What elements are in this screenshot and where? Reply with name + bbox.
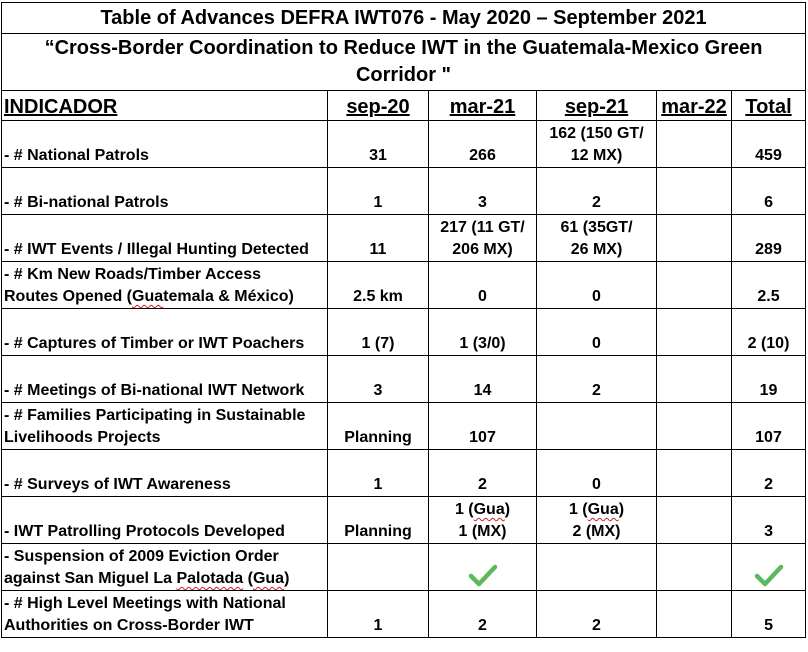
mar-22-cell (657, 403, 732, 450)
sep-20-cell: 1 (328, 168, 429, 215)
mar-22-cell (657, 262, 732, 309)
checkmark-icon (468, 564, 498, 588)
mar-21-cell: 1 (3/0) (429, 309, 537, 356)
header-mar-21: mar-21 (429, 91, 537, 121)
sep-20-cell: 1 (7) (328, 309, 429, 356)
table-row (2, 544, 806, 591)
sep-21-cell: 2 (537, 356, 657, 403)
mar-22-cell (657, 591, 732, 638)
sep-21-cell: 1 (Gua) 2 (MX) (537, 497, 657, 544)
mar-22-cell (657, 215, 732, 262)
sep-20-cell: 1 (328, 450, 429, 497)
sep-21-cell: 162 (150 GT/ 12 MX) (537, 121, 657, 168)
sep-21-cell (537, 544, 657, 591)
header-mar-22: mar-22 (657, 91, 732, 121)
mar-22-cell (657, 544, 732, 591)
sep-21-cell: 61 (35GT/ 26 MX) (537, 215, 657, 262)
mar-21-cell: 0 (429, 262, 537, 309)
table-row (2, 356, 806, 403)
indicator-cell: - # Meetings of Bi-national IWT Network (2, 356, 328, 403)
sep-21-cell: 0 (537, 262, 657, 309)
advances-table (1, 2, 806, 638)
mar-21-cell: 2 (429, 450, 537, 497)
table-row (2, 403, 806, 450)
total-cell: 459 (732, 121, 806, 168)
sep-20-cell: 1 (328, 591, 429, 638)
table-row (2, 450, 806, 497)
sep-20-cell: 11 (328, 215, 429, 262)
table-row (2, 215, 806, 262)
total-cell: 2.5 (732, 262, 806, 309)
mar-22-cell (657, 309, 732, 356)
table-row (2, 591, 806, 638)
table-row (2, 497, 806, 544)
indicator-cell: - # High Level Meetings with National Authorities on Cross-Border IWT (2, 591, 328, 638)
total-cell: 289 (732, 215, 806, 262)
sep-21-cell: 2 (537, 591, 657, 638)
sep-20-cell: 2.5 km (328, 262, 429, 309)
indicator-cell: - # Bi-national Patrols (2, 168, 328, 215)
header-row (2, 91, 806, 121)
sep-20-cell: 3 (328, 356, 429, 403)
indicator-cell: - # Captures of Timber or IWT Poachers (2, 309, 328, 356)
indicator-cell: - IWT Patrolling Protocols Developed (2, 497, 328, 544)
indicator-cell: - # Surveys of IWT Awareness (2, 450, 328, 497)
total-cell: 2 (10) (732, 309, 806, 356)
checkmark-icon (754, 564, 784, 588)
mar-21-cell: 266 (429, 121, 537, 168)
indicator-cell: - # Families Participating in Sustainable Livelihoods Projects (2, 403, 328, 450)
header-sep-21: sep-21 (537, 91, 657, 121)
table-subtitle: “Cross-Border Coordination to Reduce IWT in the Guatemala-Mexico Green Corridor " (2, 34, 806, 91)
total-cell: 2 (732, 450, 806, 497)
sep-20-cell: Planning (328, 497, 429, 544)
mar-22-cell (657, 497, 732, 544)
header-sep-20: sep-20 (328, 91, 429, 121)
mar-21-cell: 14 (429, 356, 537, 403)
sep-21-cell (537, 403, 657, 450)
mar-22-cell (657, 356, 732, 403)
table-row (2, 309, 806, 356)
advances-table-container (1, 2, 805, 638)
mar-21-cell: 217 (11 GT/ 206 MX) (429, 215, 537, 262)
table-row (2, 121, 806, 168)
table-row (2, 168, 806, 215)
mar-21-cell: 107 (429, 403, 537, 450)
mar-22-cell (657, 168, 732, 215)
mar-21-cell (429, 544, 537, 591)
indicator-cell: - # IWT Events / Illegal Hunting Detected (2, 215, 328, 262)
table-row (2, 262, 806, 309)
header-total: Total (732, 91, 806, 121)
sep-21-cell: 0 (537, 309, 657, 356)
total-cell: 107 (732, 403, 806, 450)
mar-21-cell: 2 (429, 591, 537, 638)
sep-21-cell: 0 (537, 450, 657, 497)
sep-20-cell (328, 544, 429, 591)
header-indicador: INDICADOR (2, 91, 328, 121)
indicator-cell: - Suspension of 2009 Eviction Order against San Miguel La Palotada (Gua) (2, 544, 328, 591)
mar-21-cell: 1 (Gua) 1 (MX) (429, 497, 537, 544)
table-title: Table of Advances DEFRA IWT076 - May 2020 – September 2021 (2, 3, 806, 34)
total-cell: 6 (732, 168, 806, 215)
mar-21-cell: 3 (429, 168, 537, 215)
total-cell: 19 (732, 356, 806, 403)
indicator-cell: - # Km New Roads/Timber Access Routes Opened (Guatemala & México) (2, 262, 328, 309)
mar-22-cell (657, 450, 732, 497)
total-cell (732, 544, 806, 591)
total-cell: 3 (732, 497, 806, 544)
total-cell: 5 (732, 591, 806, 638)
sep-21-cell: 2 (537, 168, 657, 215)
mar-22-cell (657, 121, 732, 168)
sep-20-cell: Planning (328, 403, 429, 450)
indicator-cell: - # National Patrols (2, 121, 328, 168)
sep-20-cell: 31 (328, 121, 429, 168)
